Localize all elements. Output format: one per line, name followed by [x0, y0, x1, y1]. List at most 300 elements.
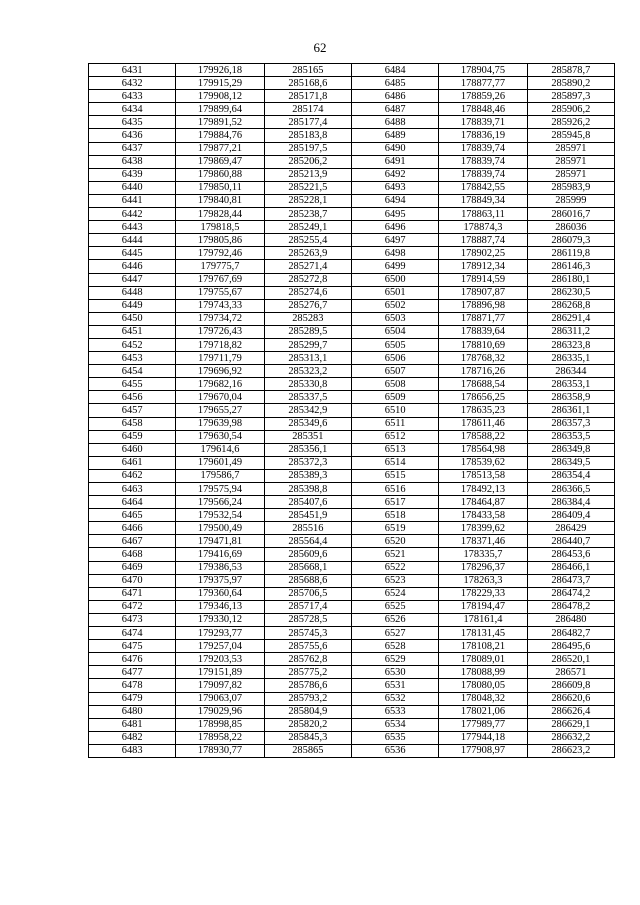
x-coordinate-cell: 178871,77 [439, 312, 527, 325]
table-row [89, 548, 615, 561]
point-number-cell: 6517 [351, 496, 438, 509]
y-coordinate-cell: 285372,3 [264, 456, 351, 469]
x-coordinate-cell: 178464,87 [439, 496, 527, 509]
point-number-cell: 6442 [89, 208, 176, 221]
table-row [89, 731, 615, 744]
coordinates-table-body [89, 64, 615, 758]
y-coordinate-cell: 286349,5 [527, 456, 614, 469]
x-coordinate-cell: 179884,76 [176, 129, 264, 142]
y-coordinate-cell: 285274,6 [264, 286, 351, 299]
x-coordinate-cell: 178839,74 [439, 142, 527, 155]
point-number-cell: 6494 [351, 194, 438, 207]
y-coordinate-cell: 286409,4 [527, 509, 614, 522]
point-number-cell: 6505 [351, 338, 438, 351]
point-number-cell: 6530 [351, 666, 438, 679]
point-number-cell: 6483 [89, 744, 176, 757]
x-coordinate-cell: 179586,7 [176, 469, 264, 482]
point-number-cell: 6464 [89, 496, 176, 509]
point-number-cell: 6502 [351, 299, 438, 312]
point-number-cell: 6453 [89, 352, 176, 365]
x-coordinate-cell: 179614,6 [176, 443, 264, 456]
x-coordinate-cell: 178958,22 [176, 731, 264, 744]
y-coordinate-cell: 286180,1 [527, 273, 614, 286]
point-number-cell: 6443 [89, 221, 176, 234]
table-row [89, 208, 615, 221]
point-number-cell: 6519 [351, 522, 438, 535]
x-coordinate-cell: 178842,55 [439, 181, 527, 194]
y-coordinate-cell: 286620,6 [527, 692, 614, 705]
y-coordinate-cell: 285451,9 [264, 509, 351, 522]
y-coordinate-cell: 286474,2 [527, 587, 614, 600]
y-coordinate-cell: 285668,1 [264, 561, 351, 574]
table-row [89, 181, 615, 194]
y-coordinate-cell: 285926,2 [527, 116, 614, 129]
point-number-cell: 6454 [89, 365, 176, 378]
point-number-cell: 6514 [351, 456, 438, 469]
point-number-cell: 6495 [351, 208, 438, 221]
y-coordinate-cell: 286079,3 [527, 234, 614, 247]
point-number-cell: 6458 [89, 417, 176, 430]
table-row [89, 469, 615, 482]
x-coordinate-cell: 179726,43 [176, 325, 264, 338]
y-coordinate-cell: 286626,4 [527, 705, 614, 718]
y-coordinate-cell: 285171,8 [264, 90, 351, 103]
x-coordinate-cell: 178611,46 [439, 417, 527, 430]
point-number-cell: 6481 [89, 718, 176, 731]
x-coordinate-cell: 179711,79 [176, 352, 264, 365]
x-coordinate-cell: 179375,97 [176, 574, 264, 587]
y-coordinate-cell: 285755,6 [264, 640, 351, 653]
point-number-cell: 6455 [89, 378, 176, 391]
x-coordinate-cell: 178688,54 [439, 378, 527, 391]
y-coordinate-cell: 286358,9 [527, 391, 614, 404]
point-number-cell: 6473 [89, 613, 176, 626]
point-number-cell: 6484 [351, 64, 438, 77]
y-coordinate-cell: 285971 [527, 168, 614, 181]
x-coordinate-cell: 179682,16 [176, 378, 264, 391]
y-coordinate-cell: 285945,8 [527, 129, 614, 142]
x-coordinate-cell: 178907,87 [439, 286, 527, 299]
y-coordinate-cell: 286016,7 [527, 208, 614, 221]
x-coordinate-cell: 178080,05 [439, 679, 527, 692]
y-coordinate-cell: 286478,2 [527, 600, 614, 613]
y-coordinate-cell: 286361,1 [527, 404, 614, 417]
y-coordinate-cell: 286520,1 [527, 653, 614, 666]
y-coordinate-cell: 285407,6 [264, 496, 351, 509]
page-number: 62 [313, 40, 327, 55]
y-coordinate-cell: 285845,3 [264, 731, 351, 744]
point-number-cell: 6513 [351, 443, 438, 456]
x-coordinate-cell: 178849,34 [439, 194, 527, 207]
x-coordinate-cell: 178492,13 [439, 483, 527, 496]
x-coordinate-cell: 178131,45 [439, 627, 527, 640]
y-coordinate-cell: 285890,2 [527, 77, 614, 90]
x-coordinate-cell: 178108,21 [439, 640, 527, 653]
table-row [89, 679, 615, 692]
x-coordinate-cell: 179566,24 [176, 496, 264, 509]
point-number-cell: 6437 [89, 142, 176, 155]
y-coordinate-cell: 286609,8 [527, 679, 614, 692]
point-number-cell: 6496 [351, 221, 438, 234]
x-coordinate-cell: 178296,37 [439, 561, 527, 574]
x-coordinate-cell: 178088,99 [439, 666, 527, 679]
table-row [89, 417, 615, 430]
point-number-cell: 6498 [351, 247, 438, 260]
y-coordinate-cell: 285728,5 [264, 613, 351, 626]
y-coordinate-cell: 285786,6 [264, 679, 351, 692]
x-coordinate-cell: 179330,12 [176, 613, 264, 626]
point-number-cell: 6509 [351, 391, 438, 404]
point-number-cell: 6440 [89, 181, 176, 194]
point-number-cell: 6499 [351, 260, 438, 273]
y-coordinate-cell: 285283 [264, 312, 351, 325]
y-coordinate-cell: 286230,5 [527, 286, 614, 299]
x-coordinate-cell: 179696,92 [176, 365, 264, 378]
y-coordinate-cell: 286440,7 [527, 535, 614, 548]
x-coordinate-cell: 179767,69 [176, 273, 264, 286]
point-number-cell: 6441 [89, 194, 176, 207]
x-coordinate-cell: 179792,46 [176, 247, 264, 260]
x-coordinate-cell: 178902,25 [439, 247, 527, 260]
point-number-cell: 6467 [89, 535, 176, 548]
x-coordinate-cell: 178874,3 [439, 221, 527, 234]
x-coordinate-cell: 179601,49 [176, 456, 264, 469]
x-coordinate-cell: 178635,23 [439, 404, 527, 417]
y-coordinate-cell: 285983,9 [527, 181, 614, 194]
y-coordinate-cell: 285272,8 [264, 273, 351, 286]
y-coordinate-cell: 285323,2 [264, 365, 351, 378]
x-coordinate-cell: 178588,22 [439, 430, 527, 443]
y-coordinate-cell: 285183,8 [264, 129, 351, 142]
y-coordinate-cell: 285971 [527, 142, 614, 155]
y-coordinate-cell: 286353,5 [527, 430, 614, 443]
table-row [89, 90, 615, 103]
point-number-cell: 6461 [89, 456, 176, 469]
table-row [89, 430, 615, 443]
x-coordinate-cell: 179860,88 [176, 168, 264, 181]
table-row [89, 247, 615, 260]
point-number-cell: 6534 [351, 718, 438, 731]
table-row [89, 155, 615, 168]
point-number-cell: 6507 [351, 365, 438, 378]
point-number-cell: 6523 [351, 574, 438, 587]
y-coordinate-cell: 285897,3 [527, 90, 614, 103]
x-coordinate-cell: 177908,97 [439, 744, 527, 757]
x-coordinate-cell: 179416,69 [176, 548, 264, 561]
point-number-cell: 6512 [351, 430, 438, 443]
point-number-cell: 6529 [351, 653, 438, 666]
y-coordinate-cell: 285706,5 [264, 587, 351, 600]
y-coordinate-cell: 285330,8 [264, 378, 351, 391]
y-coordinate-cell: 286291,4 [527, 312, 614, 325]
table-row [89, 600, 615, 613]
point-number-cell: 6447 [89, 273, 176, 286]
table-row [89, 260, 615, 273]
point-number-cell: 6520 [351, 535, 438, 548]
table-row [89, 587, 615, 600]
point-number-cell: 6431 [89, 64, 176, 77]
coordinates-table [88, 63, 615, 758]
y-coordinate-cell: 286311,2 [527, 325, 614, 338]
y-coordinate-cell: 285804,9 [264, 705, 351, 718]
point-number-cell: 6508 [351, 378, 438, 391]
x-coordinate-cell: 179899,64 [176, 103, 264, 116]
x-coordinate-cell: 179639,98 [176, 417, 264, 430]
y-coordinate-cell: 285165 [264, 64, 351, 77]
x-coordinate-cell: 179575,94 [176, 483, 264, 496]
table-row [89, 666, 615, 679]
point-number-cell: 6474 [89, 627, 176, 640]
y-coordinate-cell: 285337,5 [264, 391, 351, 404]
y-coordinate-cell: 285313,1 [264, 352, 351, 365]
x-coordinate-cell: 179532,54 [176, 509, 264, 522]
point-number-cell: 6482 [89, 731, 176, 744]
table-row [89, 168, 615, 181]
y-coordinate-cell: 286344 [527, 365, 614, 378]
table-row [89, 483, 615, 496]
x-coordinate-cell: 178433,58 [439, 509, 527, 522]
x-coordinate-cell: 178839,74 [439, 168, 527, 181]
x-coordinate-cell: 179670,04 [176, 391, 264, 404]
table-row [89, 744, 615, 757]
point-number-cell: 6436 [89, 129, 176, 142]
x-coordinate-cell: 179743,33 [176, 299, 264, 312]
x-coordinate-cell: 178021,06 [439, 705, 527, 718]
y-coordinate-cell: 285289,5 [264, 325, 351, 338]
table-row [89, 613, 615, 626]
point-number-cell: 6470 [89, 574, 176, 587]
point-number-cell: 6521 [351, 548, 438, 561]
table-row [89, 705, 615, 718]
point-number-cell: 6493 [351, 181, 438, 194]
x-coordinate-cell: 178564,98 [439, 443, 527, 456]
point-number-cell: 6459 [89, 430, 176, 443]
table-row [89, 142, 615, 155]
y-coordinate-cell: 285351 [264, 430, 351, 443]
y-coordinate-cell: 285865 [264, 744, 351, 757]
point-number-cell: 6434 [89, 103, 176, 116]
x-coordinate-cell: 178877,77 [439, 77, 527, 90]
x-coordinate-cell: 178887,74 [439, 234, 527, 247]
y-coordinate-cell: 286629,1 [527, 718, 614, 731]
x-coordinate-cell: 179386,53 [176, 561, 264, 574]
table-row [89, 391, 615, 404]
y-coordinate-cell: 285356,1 [264, 443, 351, 456]
x-coordinate-cell: 179869,47 [176, 155, 264, 168]
point-number-cell: 6471 [89, 587, 176, 600]
y-coordinate-cell: 285177,4 [264, 116, 351, 129]
x-coordinate-cell: 179029,96 [176, 705, 264, 718]
x-coordinate-cell: 178839,74 [439, 155, 527, 168]
point-number-cell: 6526 [351, 613, 438, 626]
x-coordinate-cell: 179877,21 [176, 142, 264, 155]
y-coordinate-cell: 285820,2 [264, 718, 351, 731]
point-number-cell: 6510 [351, 404, 438, 417]
y-coordinate-cell: 285389,3 [264, 469, 351, 482]
x-coordinate-cell: 178229,33 [439, 587, 527, 600]
point-number-cell: 6490 [351, 142, 438, 155]
table-row [89, 299, 615, 312]
y-coordinate-cell: 285906,2 [527, 103, 614, 116]
y-coordinate-cell: 285255,4 [264, 234, 351, 247]
y-coordinate-cell: 286357,3 [527, 417, 614, 430]
table-row [89, 286, 615, 299]
point-number-cell: 6432 [89, 77, 176, 90]
point-number-cell: 6456 [89, 391, 176, 404]
table-row [89, 273, 615, 286]
x-coordinate-cell: 179097,82 [176, 679, 264, 692]
table-row [89, 221, 615, 234]
y-coordinate-cell: 285516 [264, 522, 351, 535]
x-coordinate-cell: 179908,12 [176, 90, 264, 103]
table-row [89, 404, 615, 417]
table-row [89, 194, 615, 207]
table-row [89, 496, 615, 509]
point-number-cell: 6500 [351, 273, 438, 286]
y-coordinate-cell: 286335,1 [527, 352, 614, 365]
table-row [89, 365, 615, 378]
point-number-cell: 6525 [351, 600, 438, 613]
y-coordinate-cell: 285999 [527, 194, 614, 207]
table-row [89, 574, 615, 587]
x-coordinate-cell: 177944,18 [439, 731, 527, 744]
x-coordinate-cell: 178863,11 [439, 208, 527, 221]
y-coordinate-cell: 285174 [264, 103, 351, 116]
point-number-cell: 6445 [89, 247, 176, 260]
x-coordinate-cell: 178904,75 [439, 64, 527, 77]
x-coordinate-cell: 178539,62 [439, 456, 527, 469]
point-number-cell: 6477 [89, 666, 176, 679]
x-coordinate-cell: 178399,62 [439, 522, 527, 535]
x-coordinate-cell: 179293,77 [176, 627, 264, 640]
point-number-cell: 6504 [351, 325, 438, 338]
y-coordinate-cell: 286453,6 [527, 548, 614, 561]
x-coordinate-cell: 179360,64 [176, 587, 264, 600]
point-number-cell: 6524 [351, 587, 438, 600]
point-number-cell: 6478 [89, 679, 176, 692]
y-coordinate-cell: 285213,9 [264, 168, 351, 181]
point-number-cell: 6446 [89, 260, 176, 273]
point-number-cell: 6465 [89, 509, 176, 522]
point-number-cell: 6466 [89, 522, 176, 535]
x-coordinate-cell: 179063,07 [176, 692, 264, 705]
table-row [89, 535, 615, 548]
x-coordinate-cell: 179151,89 [176, 666, 264, 679]
y-coordinate-cell: 286146,3 [527, 260, 614, 273]
x-coordinate-cell: 179655,27 [176, 404, 264, 417]
x-coordinate-cell: 178371,46 [439, 535, 527, 548]
x-coordinate-cell: 178089,01 [439, 653, 527, 666]
x-coordinate-cell: 178194,47 [439, 600, 527, 613]
table-row [89, 234, 615, 247]
point-number-cell: 6522 [351, 561, 438, 574]
point-number-cell: 6449 [89, 299, 176, 312]
point-number-cell: 6462 [89, 469, 176, 482]
table-row [89, 456, 615, 469]
x-coordinate-cell: 179471,81 [176, 535, 264, 548]
y-coordinate-cell: 286480 [527, 613, 614, 626]
y-coordinate-cell: 285398,8 [264, 483, 351, 496]
table-row [89, 509, 615, 522]
x-coordinate-cell: 178656,25 [439, 391, 527, 404]
point-number-cell: 6460 [89, 443, 176, 456]
point-number-cell: 6532 [351, 692, 438, 705]
point-number-cell: 6457 [89, 404, 176, 417]
y-coordinate-cell: 285263,9 [264, 247, 351, 260]
point-number-cell: 6531 [351, 679, 438, 692]
point-number-cell: 6475 [89, 640, 176, 653]
point-number-cell: 6527 [351, 627, 438, 640]
point-number-cell: 6472 [89, 600, 176, 613]
y-coordinate-cell: 286323,8 [527, 338, 614, 351]
y-coordinate-cell: 285249,1 [264, 221, 351, 234]
point-number-cell: 6488 [351, 116, 438, 129]
point-number-cell: 6533 [351, 705, 438, 718]
table-row [89, 640, 615, 653]
y-coordinate-cell: 286268,8 [527, 299, 614, 312]
y-coordinate-cell: 286623,2 [527, 744, 614, 757]
x-coordinate-cell: 179257,04 [176, 640, 264, 653]
x-coordinate-cell: 178768,32 [439, 352, 527, 365]
x-coordinate-cell: 178161,4 [439, 613, 527, 626]
x-coordinate-cell: 178839,71 [439, 116, 527, 129]
x-coordinate-cell: 179840,81 [176, 194, 264, 207]
y-coordinate-cell: 286353,1 [527, 378, 614, 391]
y-coordinate-cell: 285564,4 [264, 535, 351, 548]
x-coordinate-cell: 178836,19 [439, 129, 527, 142]
point-number-cell: 6503 [351, 312, 438, 325]
point-number-cell: 6535 [351, 731, 438, 744]
table-row [89, 325, 615, 338]
y-coordinate-cell: 285238,7 [264, 208, 351, 221]
table-row [89, 64, 615, 77]
table-row [89, 561, 615, 574]
point-number-cell: 6485 [351, 77, 438, 90]
point-number-cell: 6528 [351, 640, 438, 653]
point-number-cell: 6487 [351, 103, 438, 116]
x-coordinate-cell: 179346,13 [176, 600, 264, 613]
table-row [89, 522, 615, 535]
point-number-cell: 6536 [351, 744, 438, 757]
x-coordinate-cell: 179203,53 [176, 653, 264, 666]
point-number-cell: 6511 [351, 417, 438, 430]
x-coordinate-cell: 178716,26 [439, 365, 527, 378]
y-coordinate-cell: 285206,2 [264, 155, 351, 168]
point-number-cell: 6479 [89, 692, 176, 705]
x-coordinate-cell: 179926,18 [176, 64, 264, 77]
x-coordinate-cell: 178048,32 [439, 692, 527, 705]
y-coordinate-cell: 285793,2 [264, 692, 351, 705]
x-coordinate-cell: 178810,69 [439, 338, 527, 351]
point-number-cell: 6468 [89, 548, 176, 561]
point-number-cell: 6476 [89, 653, 176, 666]
point-number-cell: 6469 [89, 561, 176, 574]
y-coordinate-cell: 285197,5 [264, 142, 351, 155]
table-row [89, 103, 615, 116]
y-coordinate-cell: 285775,2 [264, 666, 351, 679]
y-coordinate-cell: 286473,7 [527, 574, 614, 587]
point-number-cell: 6491 [351, 155, 438, 168]
table-row [89, 443, 615, 456]
y-coordinate-cell: 286429 [527, 522, 614, 535]
point-number-cell: 6438 [89, 155, 176, 168]
x-coordinate-cell: 179630,54 [176, 430, 264, 443]
x-coordinate-cell: 177989,77 [439, 718, 527, 731]
y-coordinate-cell: 286571 [527, 666, 614, 679]
y-coordinate-cell: 285609,6 [264, 548, 351, 561]
y-coordinate-cell: 286466,1 [527, 561, 614, 574]
x-coordinate-cell: 178859,26 [439, 90, 527, 103]
